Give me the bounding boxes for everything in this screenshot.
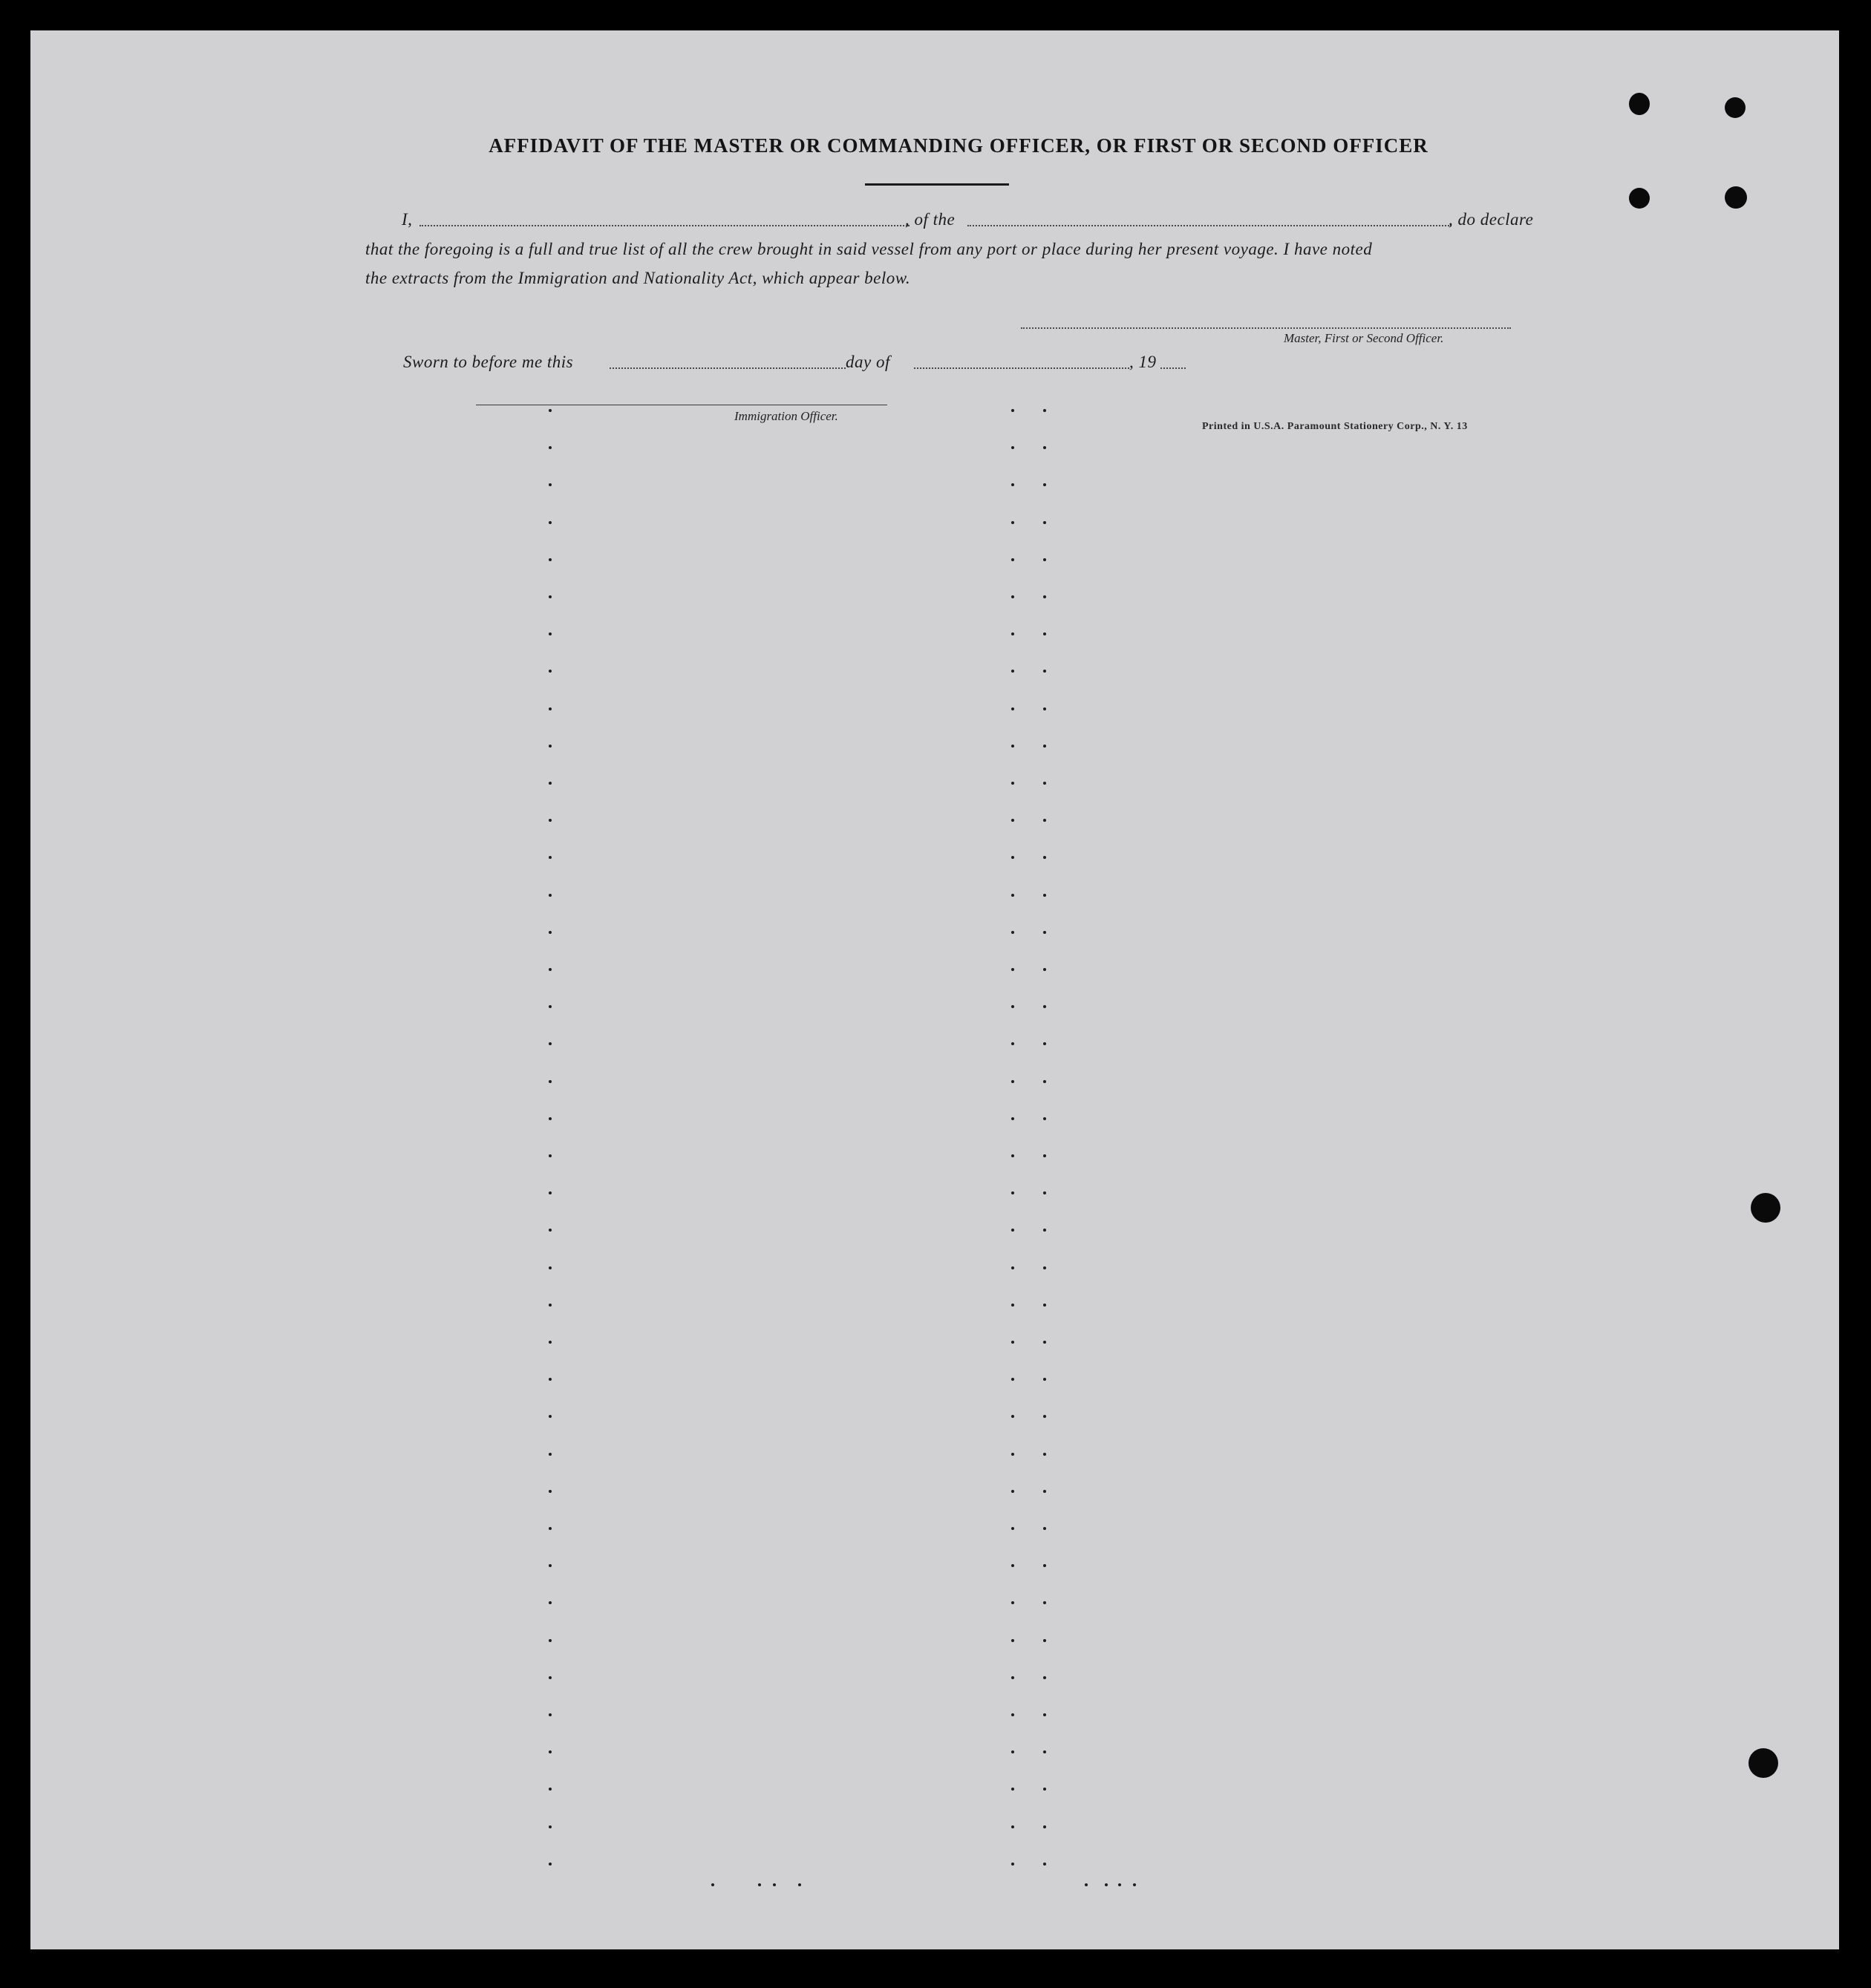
column-dot [1043,483,1046,486]
column-dot [1011,409,1014,412]
column-dot [549,1639,552,1642]
column-dot [549,1042,552,1045]
column-dot [1043,894,1046,897]
column-dot [1011,1080,1014,1083]
column-dot [1011,1304,1014,1307]
column-dot [1043,1415,1046,1418]
column-dot [1043,968,1046,971]
column-dot [1043,745,1046,748]
declarant-prefix: I, [402,210,413,229]
column-dot [549,1676,552,1679]
bottom-dot [773,1883,776,1886]
bottom-dot [1133,1883,1136,1886]
punch-hole-second-left [1629,188,1650,209]
column-dot [1011,745,1014,748]
column-dot [1043,1676,1046,1679]
printer-imprint: Printed in U.S.A. Paramount Stationery Corp., N. Y. 13 [1202,421,1468,432]
column-dot [1011,1341,1014,1344]
column-dot [1011,558,1014,561]
column-dot [1043,409,1046,412]
bottom-dot [758,1883,761,1886]
column-dot [1011,894,1014,897]
column-dot [549,1341,552,1344]
of-the-text: , of the [905,210,956,229]
column-dot [1011,595,1014,598]
punch-hole-top-right [1725,97,1746,118]
column-dot [549,521,552,524]
column-dot [1011,1453,1014,1456]
column-dot [549,1527,552,1530]
column-dot [549,1266,552,1269]
column-dot [1011,1713,1014,1716]
column-dot [549,1564,552,1567]
column-dot [1043,1005,1046,1008]
column-dot [549,1490,552,1493]
sworn-day-field[interactable] [610,367,846,369]
column-dot [549,632,552,635]
column-dot [1043,1750,1046,1753]
bottom-dot [1118,1883,1121,1886]
column-dot [549,670,552,673]
form-sheet [30,30,1839,1949]
column-dot [1011,707,1014,710]
column-dot [1011,1527,1014,1530]
column-dot [549,1750,552,1753]
column-dot [1011,1154,1014,1157]
sworn-month-field[interactable] [914,367,1129,369]
column-dot [549,707,552,710]
column-dot [1011,1378,1014,1381]
column-dot [1043,521,1046,524]
column-dot [1011,1415,1014,1418]
column-dot [1043,446,1046,449]
bottom-dot [798,1883,801,1886]
declarant-name-field[interactable] [419,225,910,226]
column-dot [549,856,552,859]
column-dot [549,782,552,785]
column-dot [1043,782,1046,785]
punch-hole-second-right [1725,186,1747,209]
immigration-officer-label: Immigration Officer. [734,409,838,423]
column-dot [1043,1490,1046,1493]
column-dot [1043,856,1046,859]
column-dot [1011,1863,1014,1866]
column-dot [549,1117,552,1120]
column-dot [1011,1005,1014,1008]
column-dot [549,1453,552,1456]
column-dot [549,558,552,561]
column-dot [1011,931,1014,934]
master-signature-label: Master, First or Second Officer. [1284,331,1444,345]
column-dot [1043,1378,1046,1381]
do-declare-text: , do declare [1449,210,1534,229]
column-dot [549,1601,552,1604]
column-dot [549,409,552,412]
column-dot [1043,1191,1046,1194]
column-dot [549,1304,552,1307]
column-dot [1011,1042,1014,1045]
column-dot [549,745,552,748]
column-dot [549,1825,552,1828]
column-dot [1011,968,1014,971]
column-dot [549,446,552,449]
column-dot [1043,1601,1046,1604]
punch-hole-top-left [1629,93,1650,115]
column-dot [1011,1229,1014,1232]
title-underline [865,183,1009,186]
column-dot [1011,1601,1014,1604]
column-dot [1011,1117,1014,1120]
day-of-text: day of [846,353,890,371]
column-dot [1043,632,1046,635]
column-dot [1043,1341,1046,1344]
sworn-text: Sworn to before me this [403,353,574,371]
column-dot [1043,707,1046,710]
column-dot [1011,782,1014,785]
column-dot [1043,1713,1046,1716]
column-dot [1043,595,1046,598]
column-dot [1043,1154,1046,1157]
column-dot [1011,483,1014,486]
column-dot [1011,1825,1014,1828]
column-dot [549,931,552,934]
column-dot [549,894,552,897]
year-prefix-text: , 19 [1129,353,1157,371]
column-dot [1043,558,1046,561]
column-dot [1011,1191,1014,1194]
bottom-dot [711,1883,714,1886]
column-dot [1011,1266,1014,1269]
column-dot [1043,1788,1046,1791]
column-dot [1011,632,1014,635]
column-dot [1043,931,1046,934]
column-dot [549,1229,552,1232]
column-dot [1043,1825,1046,1828]
column-dot [1043,1863,1046,1866]
column-dot [1043,1453,1046,1456]
column-dot [1043,1639,1046,1642]
column-dot [1011,1788,1014,1791]
column-dot [549,1154,552,1157]
column-dot [1043,670,1046,673]
column-dot [1043,1304,1046,1307]
punch-hole-lower-right [1748,1748,1778,1778]
bottom-dot [1085,1883,1088,1886]
punch-hole-middle-right [1751,1193,1780,1223]
declaration-line-3: the extracts from the Immigration and Nationality Act, which appear below. [365,269,911,287]
column-dot [549,1005,552,1008]
column-dot [549,1378,552,1381]
column-dot [1011,1750,1014,1753]
column-dot [1043,1527,1046,1530]
column-dot [549,1080,552,1083]
column-dot [549,595,552,598]
column-dot [549,1415,552,1418]
column-dot [549,1713,552,1716]
column-dot [549,968,552,971]
column-dot [1011,856,1014,859]
column-dot [549,1788,552,1791]
bottom-dot [1105,1883,1108,1886]
column-dot [549,819,552,822]
column-dot [1011,521,1014,524]
column-dot [1043,1080,1046,1083]
sworn-year-field[interactable] [1160,367,1186,369]
column-dot [1011,1490,1014,1493]
column-dot [1043,1564,1046,1567]
column-dot [1043,819,1046,822]
affidavit-title: AFFIDAVIT OF THE MASTER OR COMMANDING OFFICER, OR FIRST OR SECOND OFFICER [489,134,1428,157]
column-dot [1043,1042,1046,1045]
column-dot [1011,446,1014,449]
column-dot [549,1191,552,1194]
column-dot [1011,1564,1014,1567]
column-dot [1043,1229,1046,1232]
column-dot [1043,1266,1046,1269]
declaration-line-2: that the foregoing is a full and true list of all the crew brought in said vessel from any port or place during her present voyage. I have noted [365,240,1373,258]
column-dot [549,483,552,486]
column-dot [549,1863,552,1866]
column-dot [1011,1639,1014,1642]
column-dot [1043,1117,1046,1120]
column-dot [1011,819,1014,822]
column-dot [1011,1676,1014,1679]
vessel-name-field[interactable] [967,225,1452,226]
column-dot [1011,670,1014,673]
master-signature-field[interactable] [1021,327,1511,329]
